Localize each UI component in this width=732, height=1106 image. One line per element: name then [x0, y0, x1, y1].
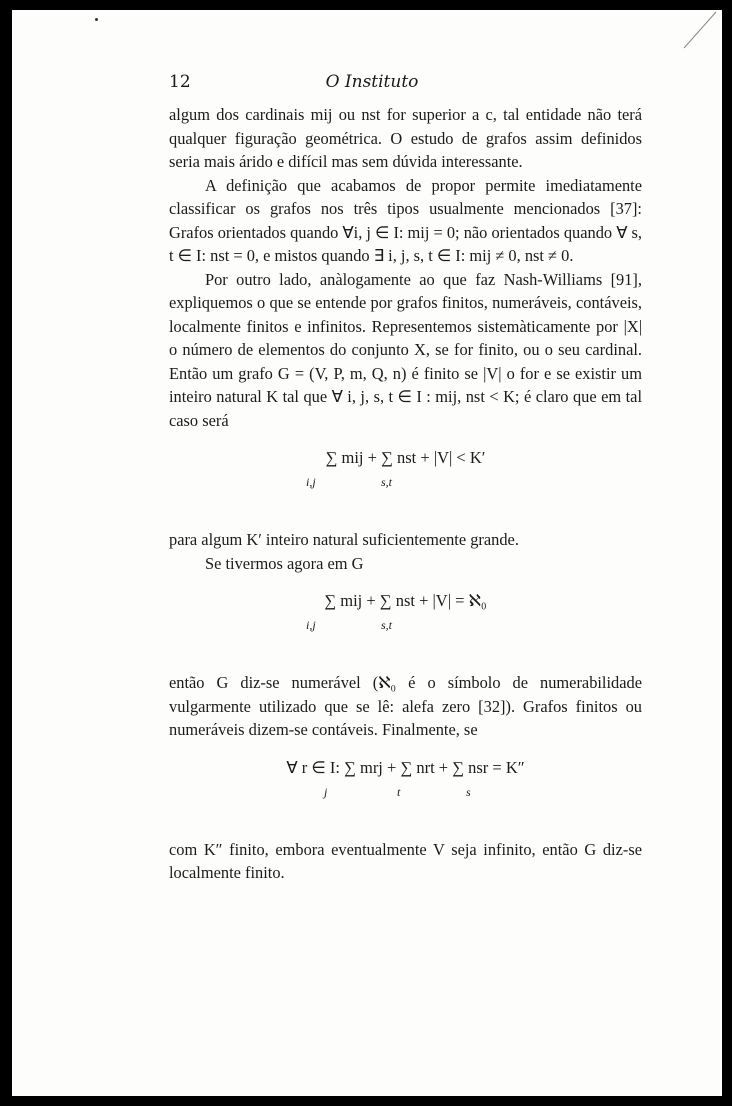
formula-subscript: s: [466, 784, 471, 799]
document-page: [12, 10, 722, 1096]
formula-expression: ∀ r ∈ I: ∑ mrj + ∑ nrt + ∑ nsr = K″: [286, 757, 525, 777]
paragraph-3: Por outro lado, anàlogamente ao que faz Nash-Williams [91], expliquemos o que se entende por grafos finitos, numeráveis, contáveis, localmente finitos e infinitos. Representemos sistemàticamente por |X| o número de elementos do conjunto X, se for finito, ou o seu cardinal. Então um grafo G = (V, P, m, Q, n) é finito se |V| o for e se existir um inteiro natural K tal que ∀ i, j, s, t ∈ I : mij, nst < K; é claro que em tal caso será: [169, 269, 642, 430]
paragraph-7: com K″ finito, embora eventualmente V seja infinito, então G diz-se localmente finito.: [169, 839, 642, 882]
formula-expression: ∑ mij + ∑ nst + |V| < K′: [325, 448, 486, 467]
formula-finite: [169, 440, 642, 520]
formula-subscript: i,j: [306, 618, 316, 632]
paragraph-6: então G diz-se numerável (ℵ₀ é o símbolo de numerabilidade vulgarmente utilizado que se lê: alefa zero [32]). Grafos finitos ou numeráveis dizem-se contáveis. Finalmente, se: [169, 673, 642, 739]
formula-subscript: j: [324, 784, 328, 799]
paragraph-4: para algum K′ inteiro natural suficientemente grande.: [169, 530, 519, 549]
running-title: O Instituto: [325, 72, 419, 92]
paragraph-1: algum dos cardinais mij ou nst for superior a c, tal entidade não terá qualquer figuração geométrica. O estudo de grafos assim definidos seria mais árido e difícil mas sem dúvida interessante.: [169, 105, 642, 171]
scan-speck: [95, 18, 98, 21]
paragraph-5: Se tivermos agora em G: [205, 553, 364, 573]
page-corner-mark: [678, 10, 718, 50]
formula-subscript: i,j: [306, 475, 316, 489]
formula-subscript: s,t: [381, 618, 393, 632]
formula-numerable: [169, 583, 642, 663]
formula-subscript: t: [397, 784, 401, 799]
page-number: 12: [169, 72, 191, 92]
formula-expression: ∑ mij + ∑ nst + |V| = ℵ₀: [324, 591, 487, 610]
formula-locally-finite: [169, 750, 642, 830]
body-text: [169, 103, 642, 885]
formula-subscript: s,t: [381, 475, 393, 489]
paragraph-2: A definição que acabamos de propor permite imediatamente classificar os grafos nos três tipos usualmente mencionados [37]: Grafos orientados quando ∀i, j ∈ I: mij = 0; não orientados quando ∀ s, t ∈ I: nst = 0, e mistos quando ∃ i, j, s, t ∈ I: mij ≠ 0, nst ≠ 0.: [169, 175, 642, 265]
